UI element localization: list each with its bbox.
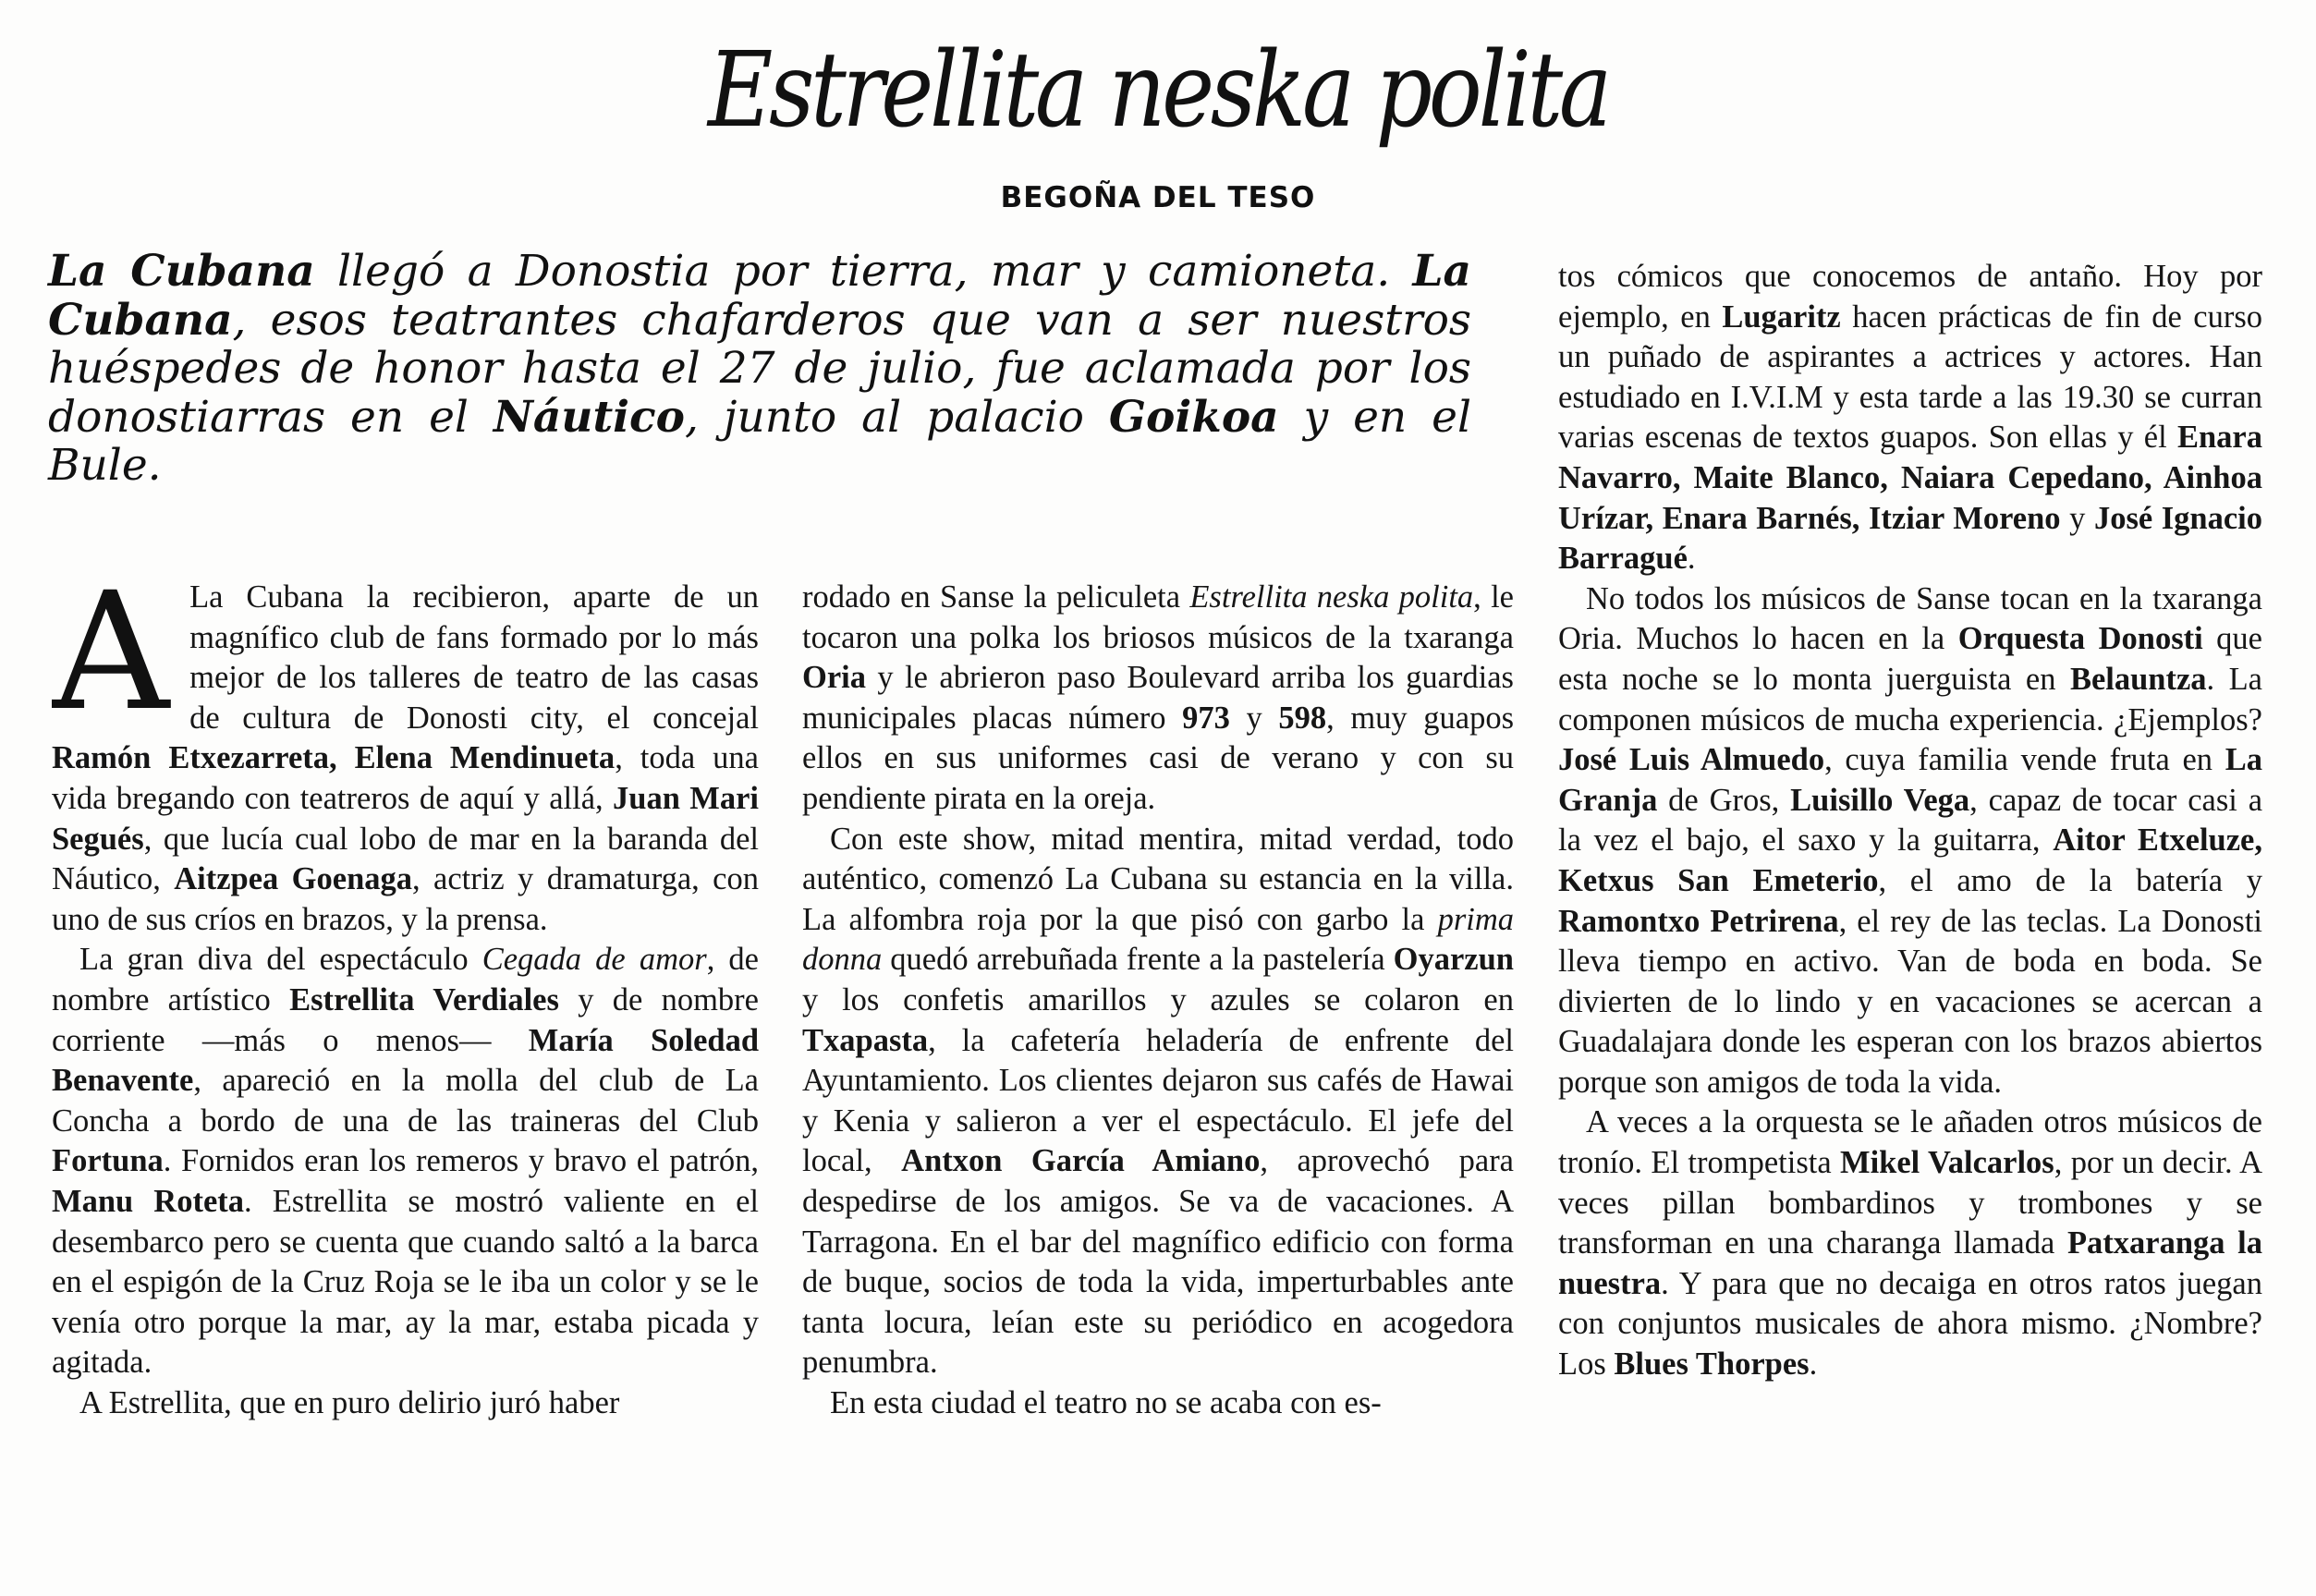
text-run: y de nombre corriente —más o menos—	[52, 981, 759, 1058]
text-run: quedó arrebuñada frente a la pastelería	[882, 942, 1394, 978]
text-run: En esta ciudad el teatro no se acaba con es-	[830, 1384, 1382, 1420]
name-bold: Estrellita Verdiales	[289, 981, 559, 1017]
name-bold: Belauntza	[2069, 661, 2207, 697]
paragraph	[802, 1383, 1514, 1424]
text-run: , toda una vida bregando con teatreros de aquí y allá,	[52, 740, 759, 816]
name-bold: José Luis Almuedo	[1558, 742, 1825, 778]
text-run: La Cubana la recibieron, aparte de un magnífico club de fans formado por lo más mejor de los talleres de teatro de las casas de cultura de Donosti city, el concejal	[189, 579, 759, 736]
paragraph	[802, 578, 1514, 820]
name-bold: Txapasta	[802, 1022, 929, 1058]
lead-text: y en el Bule.	[48, 391, 1471, 491]
article-byline: BEGOÑA DEL TESO	[1000, 181, 1316, 214]
name-bold: Ramón Etxezarreta, Elena Mendinueta	[52, 740, 616, 776]
name-bold: Aitzpea Goenaga	[174, 861, 413, 897]
text-run: hacen prácticas de fin de curso un puñado de aspirantes a actrices y actores. Han estudiado en I.V.I.M y esta tarde a las 19.30 se curran varias escenas de textos guapos. Son ellas y él	[1558, 298, 2262, 456]
text-run: No todos los músicos de Sanse tocan en la txaranga Oria. Muchos lo hacen en la	[1558, 580, 2262, 657]
text-run: .	[1687, 541, 1696, 577]
text-run: La gran diva del espectáculo	[79, 942, 482, 978]
text-run: . Fornidos eran los remeros y bravo el patrón,	[163, 1143, 759, 1179]
text-run: . Estrellita se mostró valiente en el desembarco pero se cuenta que cuando saltó a la barca en el espigón de la Cruz Roja se le iba un color y se le venía otro porque la mar, ay la mar, estaba picada y agitada.	[52, 1183, 759, 1381]
text-run: y	[2060, 500, 2094, 536]
body-column-2	[802, 578, 1514, 1585]
drop-cap: A	[52, 578, 170, 747]
text-run: de Gros,	[1657, 782, 1791, 818]
lead-bold: Goikoa	[1108, 391, 1279, 443]
body-column-3	[1558, 257, 2262, 1585]
text-run: , de nombre artístico	[52, 942, 759, 1017]
name-bold: Luisillo Vega	[1790, 782, 1970, 818]
italic-phrase: prima donna	[802, 901, 1514, 978]
text-run: .	[1809, 1346, 1818, 1383]
lead-bold: Náutico	[493, 391, 685, 443]
name-bold: Aitor Etxeluze, Ketxus San Emeterio	[1558, 822, 2262, 898]
text-run: , le tocaron una polka los briosos músicos de la txaranga	[802, 579, 1514, 655]
article-title: Estrellita neska polita	[707, 30, 1609, 151]
text-run: A veces a la orquesta se le añaden otros músicos de tronío. El trompetista	[1558, 1104, 2262, 1181]
text-run: , que lucía cual lobo de mar en la baranda del Náutico,	[52, 821, 759, 897]
name-bold: Antxon García Amiano	[901, 1143, 1261, 1179]
text-run: que esta noche se lo monta juerguista en	[1558, 621, 2262, 697]
text-run: , capaz de tocar casi a la vez el bajo, el saxo y la guitarra,	[1558, 782, 2262, 859]
name-bold: María Soledad Benavente	[52, 1022, 759, 1099]
article-lead	[48, 248, 1471, 491]
text-run: , actriz y dramaturga, con uno de sus críos en brazos, y la prensa.	[52, 861, 759, 937]
name-bold: Juan Mari Segués	[52, 780, 759, 857]
text-run: , el rey de las teclas. La Donosti lleva tiempo en activo. Van de boda en boda. Se divierten de lo lindo y en vacaciones se acercan a Guadalajara donde les esperan con los brazos abiertos porque son amigos de toda la vida.	[1558, 903, 2262, 1100]
paragraph	[1558, 257, 2262, 579]
text-run: y le abrieron paso Boulevard arriba los guardias municipales placas número	[802, 660, 1514, 736]
name-bold: Manu Roteta	[52, 1183, 244, 1219]
paragraph	[1558, 579, 2262, 1103]
text-run: , cuya familia vende fruta en	[1824, 742, 2225, 778]
paragraph	[52, 578, 759, 940]
name-bold: Enara Navarro, Maite Blanco, Naiara Cepedano, Ainhoa Urízar, Enara Barnés, Itziar Moreno	[1558, 420, 2262, 536]
lead-bold: La Cubana	[48, 246, 315, 297]
text-run: , aprovechó para despedirse de los amigos. Se va de vacaciones. A Tarragona. En el bar del magnífico edificio con forma de buque, socios de toda la vida, imperturbables ante tanta locura, leían este su periódico en acogedora penumbra.	[802, 1143, 1514, 1381]
name-bold: Ramontxo Petrirena	[1558, 903, 1839, 939]
name-bold: Oria	[802, 660, 866, 696]
text-run: , apareció en la molla del club de La Concha a bordo de una de las traineras del Club	[52, 1063, 759, 1139]
name-bold: José Ignacio Barragué	[1558, 500, 2262, 577]
name-bold: La Granja	[1558, 742, 2262, 818]
lead-text: , esos teatrantes chafarderos que van a ser nuestros huéspedes de honor hasta el 27 de julio, fue aclamada por los donostiarras en el	[48, 294, 1471, 443]
lead-text: llegó a Donostia por tierra, mar y camioneta.	[314, 246, 1413, 297]
text-run: , la cafetería heladería de enfrente del Ayuntamiento. Los clientes dejaron sus cafés de Hawai y Kenia y salieron a ver el espectáculo. El jefe del local,	[802, 1022, 1514, 1179]
text-run: , el amo de la batería y	[1878, 862, 2262, 898]
number-bold: 598	[1278, 700, 1327, 736]
name-bold: Mikel Valcarlos	[1840, 1145, 2054, 1181]
text-run: . La componen músicos de mucha experiencia. ¿Ejemplos?	[1558, 661, 2262, 737]
name-bold: Patxaranga la nuestra	[1558, 1225, 2262, 1301]
lead-text: , junto al palacio	[685, 391, 1109, 443]
text-run: , por un decir. A veces pillan bombardinos y trombones y se transforman en una charanga llamada	[1558, 1145, 2262, 1261]
text-run: y	[1229, 700, 1279, 736]
paragraph	[1558, 1103, 2262, 1384]
text-run: tos cómicos que conocemos de antaño. Hoy por ejemplo, en	[1558, 259, 2262, 335]
name-bold: Orquesta Donosti	[1957, 621, 2203, 657]
body-column-1	[52, 578, 759, 1585]
name-bold: Fortuna	[52, 1143, 164, 1179]
text-run: rodado en Sanse la peliculeta	[802, 579, 1190, 615]
text-run: , muy guapos ellos en sus uniformes casi de verano y con su pendiente pirata en la oreja.	[802, 700, 1514, 816]
paragraph	[52, 1383, 759, 1424]
text-run: y los confetis amarillos y azules se colaron en	[802, 981, 1514, 1017]
italic-title: Cegada de amor	[481, 942, 707, 978]
name-bold: Oyarzun	[1393, 942, 1514, 978]
paragraph	[52, 940, 759, 1383]
paragraph	[802, 820, 1514, 1383]
lead-bold: La Cubana	[48, 246, 1471, 346]
name-bold: Lugaritz	[1722, 298, 1841, 335]
text-run: Con este show, mitad mentira, mitad verdad, todo auténtico, comenzó La Cubana su estancia en la villa. La alfombra roja por la que pisó con garbo la	[802, 821, 1514, 937]
text-run: . Y para que no decaiga en otros ratos juegan con conjuntos musicales de ahora mismo. ¿Nombre? Los	[1558, 1265, 2262, 1383]
number-bold: 973	[1182, 700, 1230, 736]
name-bold: Blues Thorpes	[1614, 1346, 1810, 1383]
italic-title: Estrellita neska polita	[1189, 579, 1474, 615]
text-run: A Estrellita, que en puro delirio juró haber	[79, 1384, 620, 1420]
